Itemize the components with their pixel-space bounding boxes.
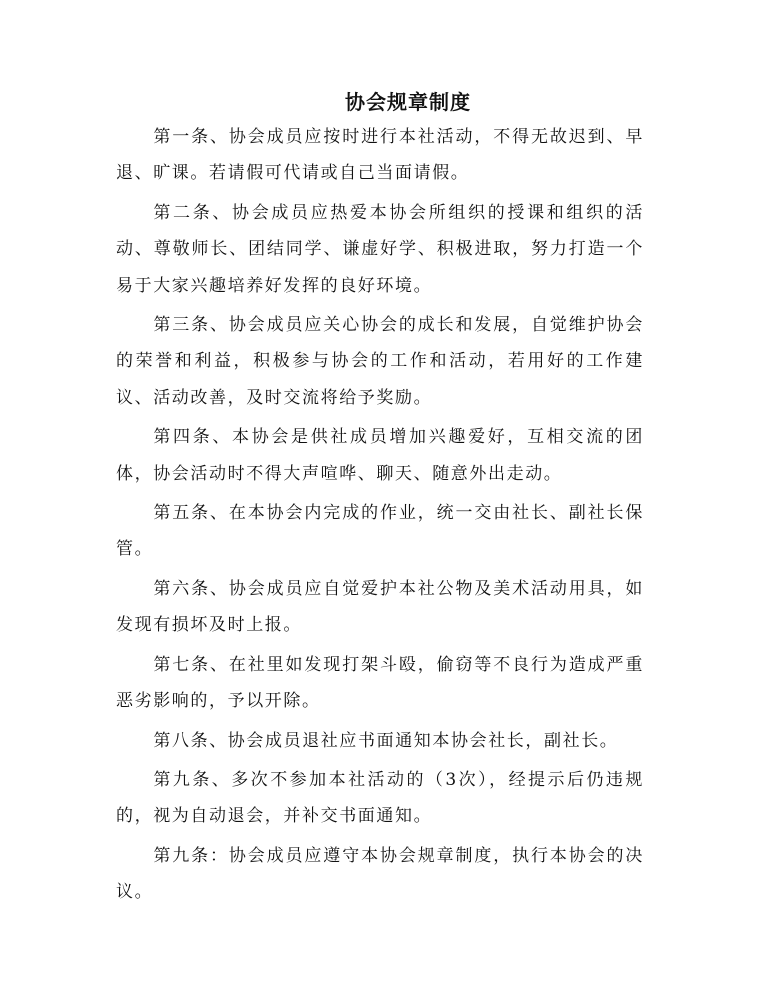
article-8: 第八条、协会成员退社应书面通知本协会社长，副社长。 (153, 730, 619, 751)
article-3: 第三条、协会成员应关心协会的成长和发展，自觉维护协会的荣誉和利益，积极参与协会的工作和活动，若用好的工作建议、活动改善，及时交流将给予奖励。 (116, 315, 644, 408)
article-5: 第五条、在本协会内完成的作业，统一交由社长、副社长保管。 (116, 503, 644, 560)
article-10: 第九条：协会成员应遵守本协会规章制度，执行本协会的决议。 (116, 845, 644, 903)
article-2: 第二条、协会成员应热爱本协会所组织的授课和组织的活动、尊敬师长、团结同学、谦虚好学、积极进取，努力打造一个易于大家兴趣培养好发挥的良好环境。 (116, 202, 644, 296)
article-1: 第一条、协会成员应按时进行本社活动，不得无故迟到、早退、旷课。若请假可代请或自己当面请假。 (116, 127, 644, 184)
article-7: 第七条、在社里如发现打架斗殴，偷窃等不良行为造成严重恶劣影响的，予以开除。 (116, 654, 644, 712)
article-6: 第六条、协会成员应自觉爱护本社公物及美术活动用具，如发现有损坏及时上报。 (116, 578, 644, 636)
article-9: 第九条、多次不参加本社活动的（3次），经提示后仍违规的，视为自动退会，并补交书面通知。 (116, 769, 644, 827)
article-4: 第四条、本协会是供社成员增加兴趣爱好，互相交流的团体，协会活动时不得大声喧哗、聊天、随意外出走动。 (116, 427, 644, 484)
document-body (116, 119, 644, 914)
document-title: 协会规章制度 (345, 90, 471, 114)
